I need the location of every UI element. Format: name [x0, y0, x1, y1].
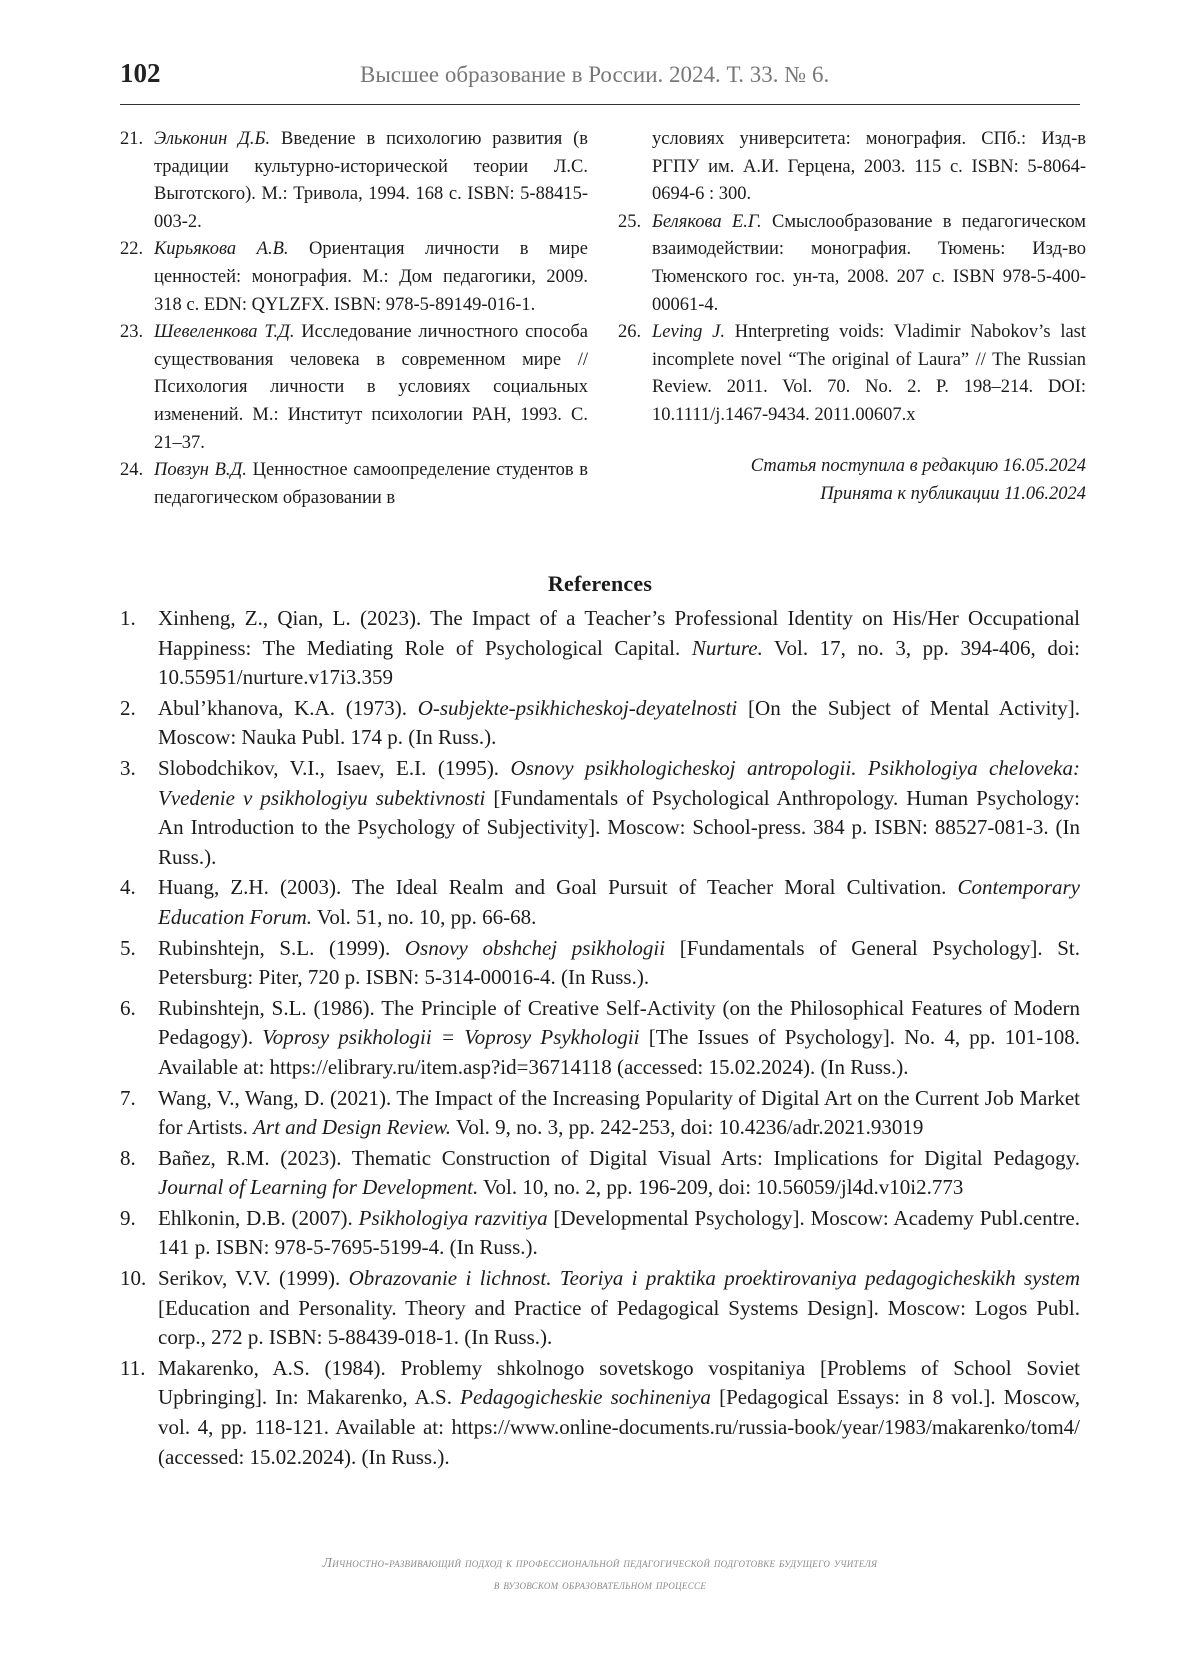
- ref-source-title: Osnovy obshchej psikhologii: [404, 935, 666, 960]
- ref-source-title: Nurture.: [691, 635, 763, 660]
- list-item: [120, 873, 1080, 932]
- list-item: [120, 934, 1080, 993]
- ref-number: 21.: [120, 129, 144, 149]
- received-date: Статья поступила в редакцию 16.05.2024: [750, 455, 1086, 476]
- ref-number: 1.: [120, 606, 136, 630]
- left-column: [120, 126, 588, 512]
- ref-text: [154, 457, 588, 512]
- ref-body: Abul’khanova, K.A. (1973).: [158, 695, 418, 720]
- ref-body: Ориентация личности в мире ценностей: монография. М.: Дом педагогики, 2009. 318 с. EDN: QYLZFX. ISBN: 978-5-89149-016-1.: [154, 239, 588, 315]
- ref-text: [158, 1354, 1080, 1472]
- ref-body: Rubinshtejn, S.L. (1999).: [158, 935, 405, 960]
- ref-source-title: Osnovy psikhologicheskoj antropologii. Psikhologiya cheloveka: Vvedenie v psikhologiyu subektivnosti: [158, 755, 1080, 810]
- ref-source-title: Contemporary Education Forum.: [158, 875, 1080, 929]
- ref-body: Wang, V., Wang, D. (2021). The Impact of the Increasing Popularity of Digital Art on the Current Job Market for Artists.: [158, 1085, 1080, 1140]
- ref-continuation: условиях университета: монография. СПб.: Изд-в РГПУ им. А.И. Герцена, 2003. 115 с. ISBN: 5-8064-0694-6 : 300.: [652, 129, 1086, 205]
- ref-body: Исследование личностного способа существования человека в современном мире // Психология личности в условиях социальных изменений. М.: Институт психологии РАН, 1993. С. 21–37.: [154, 322, 589, 453]
- footer-line-2: в вузовском образовательном процессе: [493, 1577, 707, 1592]
- ref-body: Ценностное самоопределение студентов в педагогическом образовании в: [154, 460, 588, 508]
- ref-details: Vol. 17, no. 3, pp. 394-406, doi: 10.55951/nurture.v17i3.359: [158, 635, 1080, 690]
- article-dates: [618, 452, 1086, 508]
- ref-source-title: O-subjekte-psikhicheskoj-deyatelnosti: [417, 695, 738, 720]
- ref-source-title: Journal of Learning for Development.: [158, 1175, 479, 1200]
- references-heading: References: [547, 571, 653, 596]
- list-item: [120, 694, 1080, 753]
- ref-details: [On the Subject of Mental Activity]. Moscow: Nauka Publ. 174 p. (In Russ.).: [158, 695, 1080, 750]
- ref-number: 3.: [120, 755, 136, 780]
- ref-number: 24.: [120, 460, 144, 481]
- list-item: [120, 457, 588, 512]
- ref-details: Vol. 51, no. 10, pp. 66-68.: [311, 904, 537, 929]
- ref-text: [154, 236, 588, 319]
- ref-number: 7.: [120, 1085, 136, 1110]
- ref-text: [158, 994, 1080, 1083]
- ref-source-title: Voprosy psikhologii = Voprosy Psykhologii: [262, 1025, 640, 1050]
- ref-body: Rubinshtejn, S.L. (1986). The Principle of Creative Self-Activity (on the Philosophical Features of Modern Pedagogy).: [158, 995, 1080, 1050]
- ref-details: Vol. 9, no. 3, pp. 242-253, doi: 10.4236/adr.2021.93019: [451, 1115, 924, 1140]
- ref-text: [154, 126, 588, 236]
- accepted-date: Принята к публикации 11.06.2024: [820, 483, 1086, 504]
- running-footer: [0, 1552, 1200, 1596]
- ref-details: [The Issues of Psychology]. No. 4, pp. 101-108. Available at: https://elibrary.ru/item.asp?id=36714118 (accessed: 15.02.2024). (In Russ.).: [158, 1025, 1081, 1079]
- ref-text: [158, 1144, 1080, 1203]
- list-item: [120, 1264, 1080, 1353]
- ref-details: [Fundamentals of Psychological Anthropology. Human Psychology: An Introduction to the Psychology of Subjectivity]. Moscow: School-press. 384 p. ISBN: 88527-081-3. (In Russ.).: [158, 785, 1080, 869]
- ref-text: [158, 1084, 1080, 1143]
- list-item: [120, 126, 588, 236]
- ref-text: [652, 209, 1086, 319]
- list-item: [120, 994, 1080, 1083]
- ref-text: [158, 873, 1080, 932]
- ref-number: 6.: [120, 995, 136, 1020]
- ref-text: [158, 694, 1080, 753]
- list-item: [120, 1084, 1080, 1143]
- ref-number: 26.: [618, 322, 642, 343]
- footer-line-1: Личностно-развивающий подход к профессиональной педагогической подготовке будущего учителя: [322, 1555, 878, 1570]
- list-item: [120, 754, 1080, 872]
- ref-text: [158, 1204, 1080, 1263]
- list-item: [618, 209, 1086, 319]
- ref-source-title: Obrazovanie i lichnost. Teoriya i praktika proektirovaniya pedagogicheskikh system: [348, 1266, 1080, 1291]
- list-item: [618, 319, 1086, 429]
- ref-details: [Fundamentals of General Psychology]. St. Petersburg: Piter, 720 p. ISBN: 5-314-00016-4. (In Russ.).: [158, 935, 1080, 990]
- ref-body: Hnterpreting voids: Vladimir Nabokov’s last incomplete novel “The original of Laura” // The Russian Review. 2011. Vol. 70. No. 2. P. 198–214. DOI: 10.1111/j.1467-9434. 2011.00607.x: [652, 322, 1087, 425]
- list-item: [120, 236, 588, 319]
- ref-body: Makarenko, A.S. (1984). Problemy shkolnogo sovetskogo vospitaniya [Problems of School Soviet Upbringing]. In: Makarenko, A.S.: [158, 1355, 1080, 1410]
- ref-body: Bañez, R.M. (2023). Thematic Construction of Digital Visual Arts: Implications for Digital Pedagogy.: [158, 1145, 1080, 1170]
- ref-source-title: Psikhologiya razvitiya: [358, 1205, 548, 1230]
- ref-number: 8.: [120, 1145, 136, 1170]
- ref-details: [Developmental Psychology]. Moscow: Academy Publ.centre. 141 p. ISBN: 978-5-7695-5199-4. (In Russ.).: [158, 1205, 1081, 1260]
- page-number: 102: [120, 58, 161, 88]
- journal-title: Высшее образование в России. 2024. Т. 33. № 6.: [360, 62, 830, 87]
- ref-source-title: Pedagogicheskie sochineniya: [460, 1385, 711, 1410]
- ref-body: Введение в психологию развития (в традиции культурно-исторической теории Л.С. Выготского). М.: Тривола, 1994. 168 с. ISBN: 5-88415-003-2.: [154, 129, 588, 232]
- header-rule: [120, 104, 1080, 105]
- ref-author: Эльконин Д.Б.: [154, 129, 271, 149]
- ref-number: 9.: [120, 1205, 136, 1230]
- ref-details: Vol. 10, no. 2, pp. 196-209, doi: 10.56059/jl4d.v10i2.773: [478, 1175, 964, 1200]
- ref-source-title: Art and Design Review.: [253, 1115, 451, 1140]
- right-column: [618, 126, 1086, 508]
- ref-author: Белякова Е.Г.: [652, 211, 762, 232]
- ref-text: [652, 319, 1086, 429]
- list-item: [120, 1204, 1080, 1263]
- ref-author: Кирьякова А.В.: [154, 239, 289, 260]
- references-list: [120, 604, 1080, 1473]
- ref-number: 2.: [120, 695, 136, 720]
- ref-number: 5.: [120, 935, 136, 960]
- ref-text: [158, 1264, 1080, 1353]
- ref-number: 22.: [120, 239, 144, 260]
- ref-number: 10.: [120, 1266, 147, 1291]
- ref-number: 25.: [618, 211, 642, 232]
- ref-body: Ehlkonin, D.B. (2007).: [158, 1205, 359, 1230]
- ref-author: Шевеленкова Т.Д.: [154, 322, 295, 343]
- ref-body: Slobodchikov, V.I., Isaev, E.I. (1995).: [158, 755, 511, 780]
- ref-body: Huang, Z.H. (2003). The Ideal Realm and Goal Pursuit of Teacher Moral Cultivation.: [158, 875, 958, 900]
- ref-body: Смыслообразование в педагогическом взаимодействии: монография. Тюмень: Изд-во Тюменского гос. ун-та, 2008. 207 с. ISBN 978-5-400-00061-4.: [652, 211, 1087, 315]
- list-item: [120, 604, 1080, 693]
- ref-author: Повзун В.Д.: [154, 460, 247, 481]
- list-item: [120, 1144, 1080, 1203]
- ref-text: [158, 604, 1080, 693]
- ref-number: 4.: [120, 875, 136, 900]
- ref-number: 23.: [120, 322, 144, 343]
- ref-number: 11.: [120, 1355, 146, 1380]
- ref-text: [154, 319, 588, 457]
- ref-text: [158, 754, 1080, 872]
- list-item: [120, 1354, 1080, 1472]
- ref-body: Serikov, V.V. (1999).: [158, 1266, 349, 1291]
- ref-text: [158, 934, 1080, 993]
- list-item: [120, 319, 588, 457]
- ref-details: [Pedagogical Essays: in 8 vol.]. Moscow, vol. 4, pp. 118-121. Available at: https://www.online-documents.ru/russia-book/year/1983/makarenko/tom4/ (accessed: 15.02.2024). (In Russ.).: [158, 1385, 1080, 1469]
- ref-details: [Education and Personality. Theory and Practice of Pedagogical Systems Design]. Moscow: Logos Publ. corp., 272 p. ISBN: 5-88439-018-1. (In Russ.).: [158, 1295, 1080, 1350]
- ref-author: Leving J.: [652, 322, 725, 343]
- ref-body: Xinheng, Z., Qian, L. (2023). The Impact of a Teacher’s Professional Identity on His/Her Occupational Happiness: The Mediating Role of Psychological Capital.: [158, 606, 1080, 660]
